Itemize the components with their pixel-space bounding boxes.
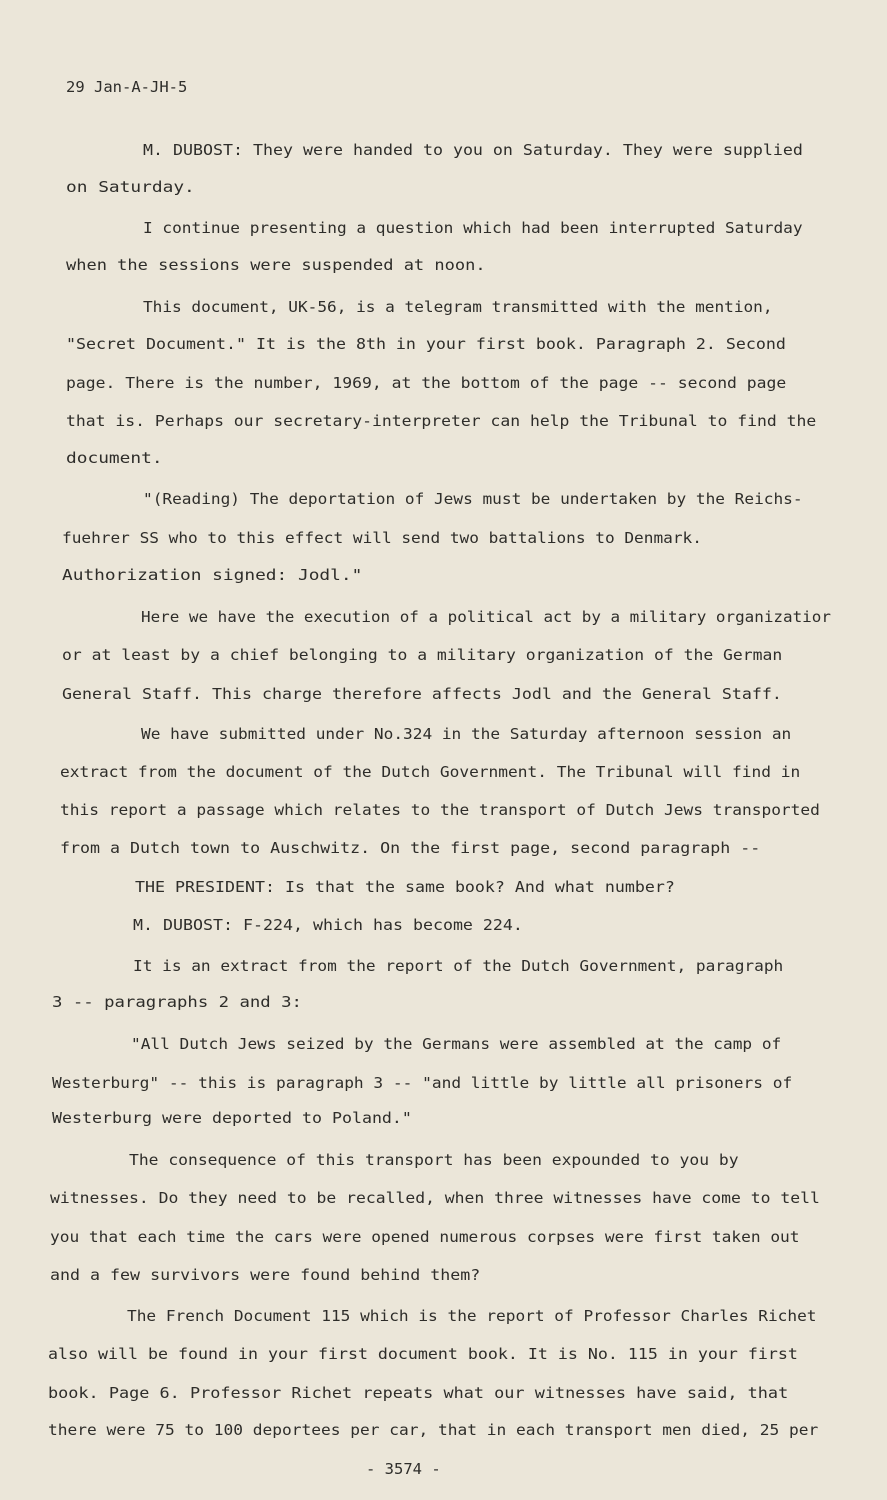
text-line: extract from the document of the Dutch Government. The Tribunal will find in [60,763,801,781]
text-line: Here we have the execution of a political act by a military organizatior [141,608,831,626]
text-line: M. DUBOST: They were handed to you on Saturday. They were supplied [143,141,803,159]
text-line: The French Document 115 which is the report of Professor Charles Richet [127,1307,817,1325]
text-line: from a Dutch town to Auschwitz. On the first page, second paragraph -- [60,839,761,857]
page-reference: 29 Jan-A-JH-5 [66,78,188,96]
text-line: this report a passage which relates to the transport of Dutch Jews transported [60,801,820,819]
text-line: also will be found in your first document book. It is No. 115 in your first [48,1345,798,1363]
text-line: you that each time the cars were opened numerous corpses were first taken out [50,1228,800,1246]
text-line: witnesses. Do they need to be recalled, when three witnesses have come to tell [50,1189,820,1207]
text-line: The consequence of this transport has been expounded to you by [129,1151,739,1169]
text-line: "Secret Document." It is the 8th in your first book. Paragraph 2. Second [66,335,786,353]
text-line: Authorization signed: Jodl." [62,566,363,584]
text-line: book. Page 6. Professor Richet repeats what our witnesses have said, that [48,1384,789,1402]
text-line: document. [66,449,163,467]
text-line: 3 -- paragraphs 2 and 3: [52,993,302,1011]
text-line: page. There is the number, 1969, at the bottom of the page -- second page [66,374,787,392]
text-line: We have submitted under No.324 in the Saturday afternoon session an [141,725,792,743]
text-line: on Saturday. [66,178,195,196]
text-line: General Staff. This charge therefore affects Jodl and the General Staff. [62,685,782,703]
text-line: and a few survivors were found behind them? [50,1266,481,1284]
text-line: This document, UK-56, is a telegram transmitted with the mention, [143,298,773,316]
text-line: there were 75 to 100 deportees per car, that in each transport men died, 25 per [48,1421,819,1439]
text-line: M. DUBOST: F-224, which has become 224. [133,916,523,934]
text-line: Westerburg were deported to Poland." [52,1109,412,1127]
text-line: It is an extract from the report of the Dutch Government, paragraph [133,957,784,975]
text-line: or at least by a chief belonging to a military organization of the German [62,646,783,664]
text-line: "(Reading) The deportation of Jews must be undertaken by the Reichs- [143,490,803,508]
text-line: THE PRESIDENT: Is that the same book? And what number? [135,878,675,896]
text-line: Westerburg" -- this is paragraph 3 -- "and little by little all prisoners of [52,1074,793,1092]
text-line: I continue presenting a question which had been interrupted Saturday [143,219,803,237]
text-line: "All Dutch Jews seized by the Germans were assembled at the camp of [131,1035,782,1053]
page-number: - 3574 - [366,1460,441,1478]
text-line: fuehrer SS who to this effect will send two battalions to Denmark. [62,529,702,547]
text-line: that is. Perhaps our secretary-interpreter can help the Tribunal to find the [66,412,817,430]
text-line: when the sessions were suspended at noon. [66,256,486,274]
